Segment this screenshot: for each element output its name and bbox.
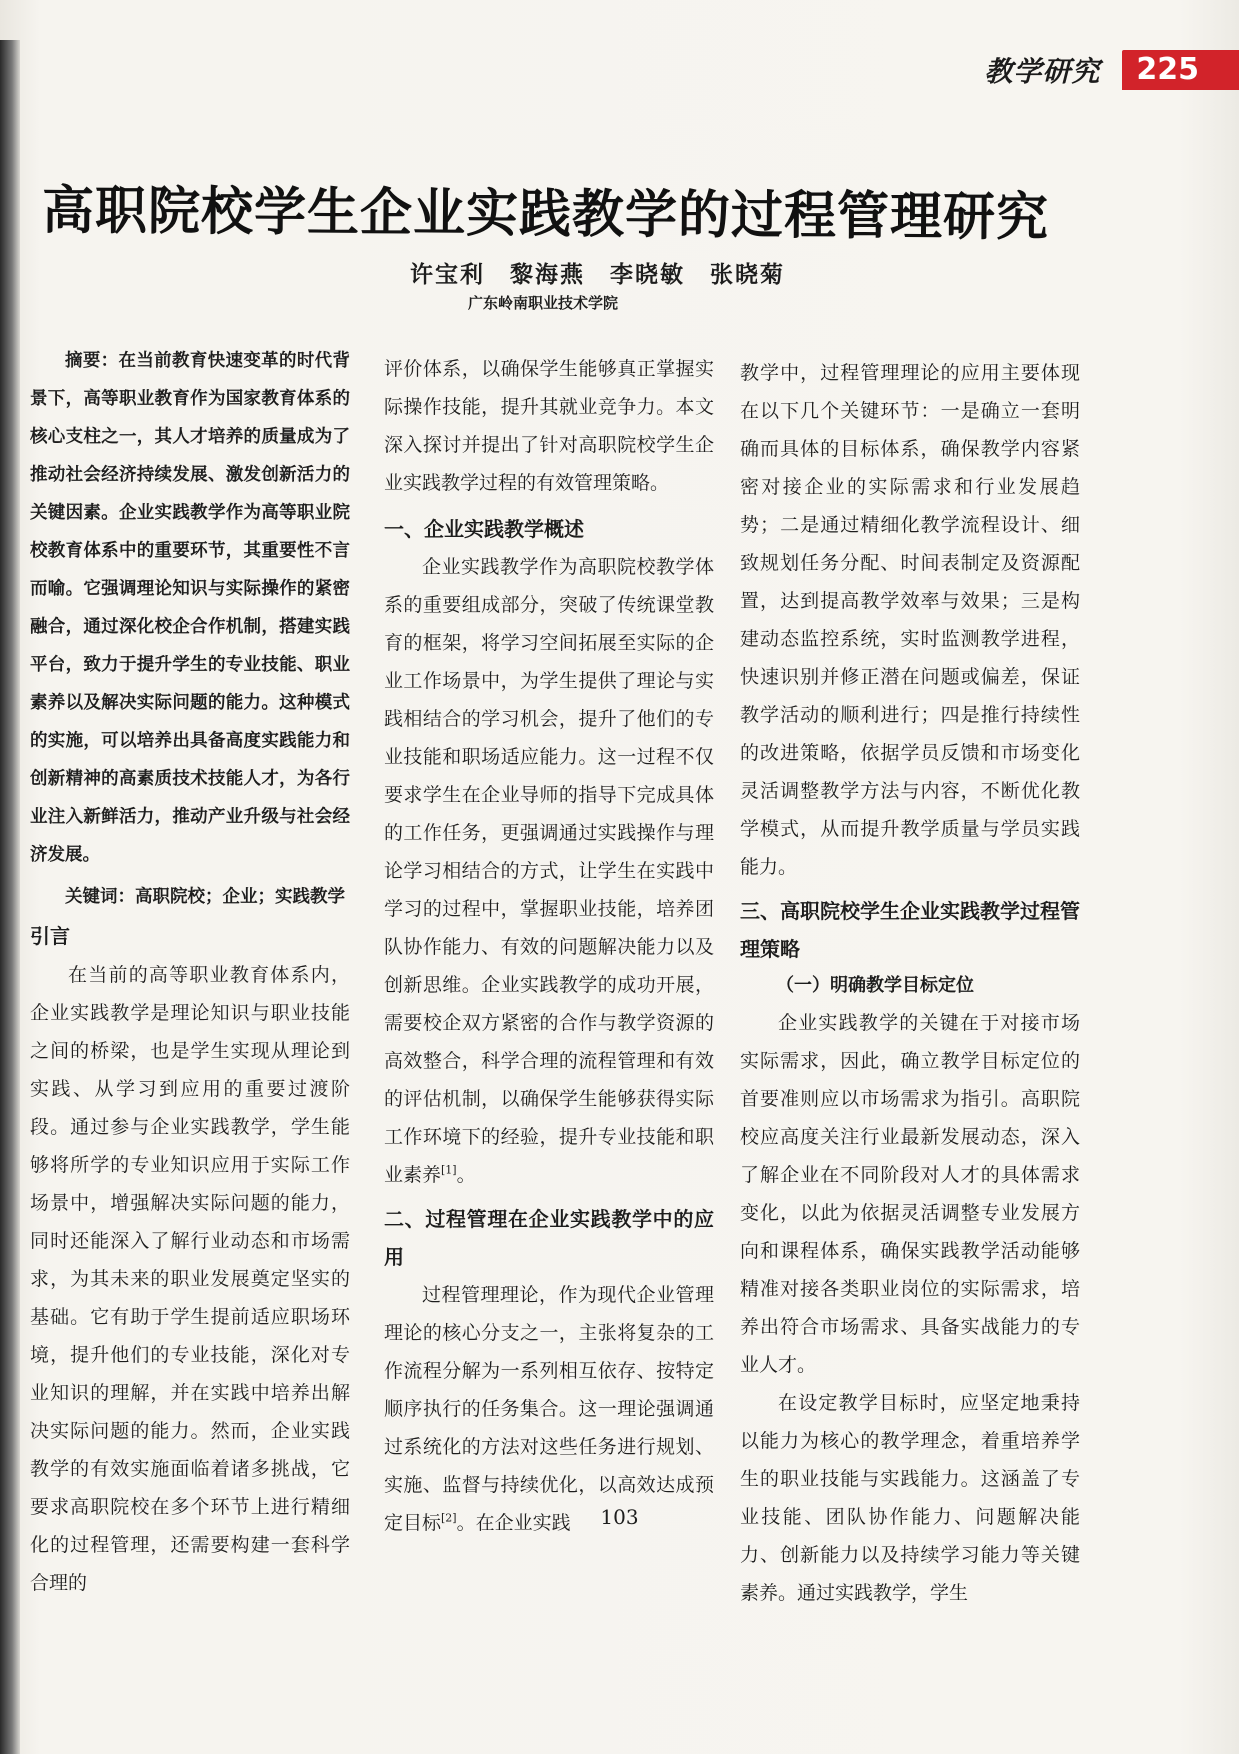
citation-2: [2] xyxy=(441,1511,457,1525)
col2-paragraph-2-end: 。在企业实践 xyxy=(456,1512,571,1534)
page-spine-shadow xyxy=(0,40,20,1754)
col2-paragraph-0: 评价体系，以确保学生能够真正掌握实际操作技能，提升其就业竞争力。本文深入探讨并提出了针对高职院校学生企业实践教学过程的有效管理策略。 xyxy=(384,358,714,494)
abstract-text: 在当前教育快速变革的时代背景下，高等职业教育作为国家教育体系的核心支柱之一，其人才培养的质量成为了推动社会经济持续发展、激发创新活力的关键因素。企业实践教学作为高等职业院校教育体系中的重要环节，其重要性不言而喻。它强调理论知识与实际操作的紧密融合，通过深化校企合作机制，搭建实践平台，致力于提升学生的专业技能、职业素养以及解决实际问题的能力。这种模式的实施，可以培养出具备高度实践能力和创新精神的高素质技术技能人才，为各行业注入新鲜活力，推动产业升级与社会经济发展。 xyxy=(30,351,350,865)
column-2 xyxy=(384,350,714,1542)
section-name: 教学研究 xyxy=(984,55,1101,88)
article-authors: 许宝利 黎海燕 李晓敏 张晓菊 xyxy=(410,261,785,288)
folio-number: 103 xyxy=(600,1505,639,1529)
intro-heading: 引言 xyxy=(30,924,70,948)
col2-paragraph-1-text: 企业实践教学作为高职院校教学体系的重要组成部分，突破了传统课堂教育的框架，将学习空间拓展至实际的企业工作场景中，为学生提供了理论与实践相结合的学习机会，提升了他们的专业技能和职场适应能力。这一过程不仅要求学生在企业导师的指导下完成具体的工作任务，更强调通过实践操作与理论学习相结合的方式，让学生在实践中学习的过程中，掌握职业技能，培养团队协作能力、有效的问题解决能力以及创新思维。企业实践教学的成功开展，需要校企双方紧密的合作与教学资源的高效整合，科学合理的流程管理和有效的评估机制，以确保学生能够获得实际工作环境下的经验，提升专业技能和职业素养 xyxy=(384,556,714,1186)
col3-paragraph-0: 教学中，过程管理理论的应用主要体现在以下几个关键环节：一是确立一套明确而具体的目标体系，确保教学内容紧密对接企业的实际需求和行业发展趋势；二是通过精细化教学流程设计、细致规划任务分配、时间表制定及资源配置，达到提高教学效率与效果；三是构建动态监控系统，实时监测教学进程，快速识别并修正潜在问题或偏差，保证教学活动的顺利进行；四是推行持续性的改进策略，依据学员反馈和市场变化灵活调整教学方法与内容，不断优化教学模式，从而提升教学质量与学员实践能力。 xyxy=(740,362,1080,878)
article-title: 高职院校学生企业实践教学的过程管理研究 xyxy=(41,181,1050,249)
col2-paragraph-1-end: 。 xyxy=(456,1164,476,1186)
running-header xyxy=(984,48,1239,92)
section-heading-2: 二、过程管理在企业实践教学中的应用 xyxy=(384,1207,714,1269)
citation-1: [1] xyxy=(441,1163,457,1177)
journal-page-number: 225 xyxy=(1122,50,1239,90)
column-3 xyxy=(740,354,1080,1612)
section-heading-3: 三、高职院校学生企业实践教学过程管理策略 xyxy=(740,899,1080,961)
abstract xyxy=(30,342,350,874)
col2-paragraph-2-text: 过程管理理论，作为现代企业管理理论的核心分支之一，主张将复杂的工作流程分解为一系列相互依存、按特定顺序执行的任务集合。这一理论强调通过系统化的方法对这些任务进行规划、实施、监督与持续优化，以高效达成预定目标 xyxy=(384,1284,714,1534)
column-1 xyxy=(30,342,350,1602)
keywords-text: 高职院校；企业；实践教学 xyxy=(135,887,345,907)
subsection-heading-1: （一）明确教学目标定位 xyxy=(776,975,974,996)
section-heading-1: 一、企业实践教学概述 xyxy=(384,517,584,541)
col3-paragraph-2: 在设定教学目标时，应坚定地秉持以能力为核心的教学理念，着重培养学生的职业技能与实践能力。这涵盖了专业技能、团队协作能力、问题解决能力、创新能力以及持续学习能力等关键素养。通过实践教学，学生 xyxy=(740,1392,1080,1604)
author-affiliation: 广东岭南职业技术学院 xyxy=(468,294,619,312)
intro-paragraph: 在当前的高等职业教育体系内，企业实践教学是理论知识与职业技能之间的桥梁，也是学生实现从理论到实践、从学习到应用的重要过渡阶段。通过参与企业实践教学，学生能够将所学的专业知识应用于实际工作场景中，增强解决实际问题的能力，同时还能深入了解行业动态和市场需求，为其未来的职业发展奠定坚实的基础。它有助于学生提前适应职场环境，提升他们的专业技能，深化对专业知识的理解，并在实践中培养出解决实际问题的能力。然而，企业实践教学的有效实施面临着诸多挑战，它要求高职院校在多个环节上进行精细化的过程管理，还需要构建一套科学合理的 xyxy=(30,964,350,1594)
abstract-label: 摘要： xyxy=(65,351,119,371)
keywords-label: 关键词： xyxy=(65,887,135,907)
col3-paragraph-1: 企业实践教学的关键在于对接市场实际需求，因此，确立教学目标定位的首要准则应以市场需求为指引。高职院校应高度关注行业最新发展动态，深入了解企业在不同阶段对人才的具体需求变化，以此为依据灵活调整专业发展方向和课程体系，确保实践教学活动能够精准对接各类职业岗位的实际需求，培养出符合市场需求、具备实战能力的专业人才。 xyxy=(740,1012,1080,1376)
col2-paragraph-2 xyxy=(384,1276,714,1542)
col2-paragraph-1 xyxy=(384,548,714,1194)
keywords xyxy=(30,878,350,916)
